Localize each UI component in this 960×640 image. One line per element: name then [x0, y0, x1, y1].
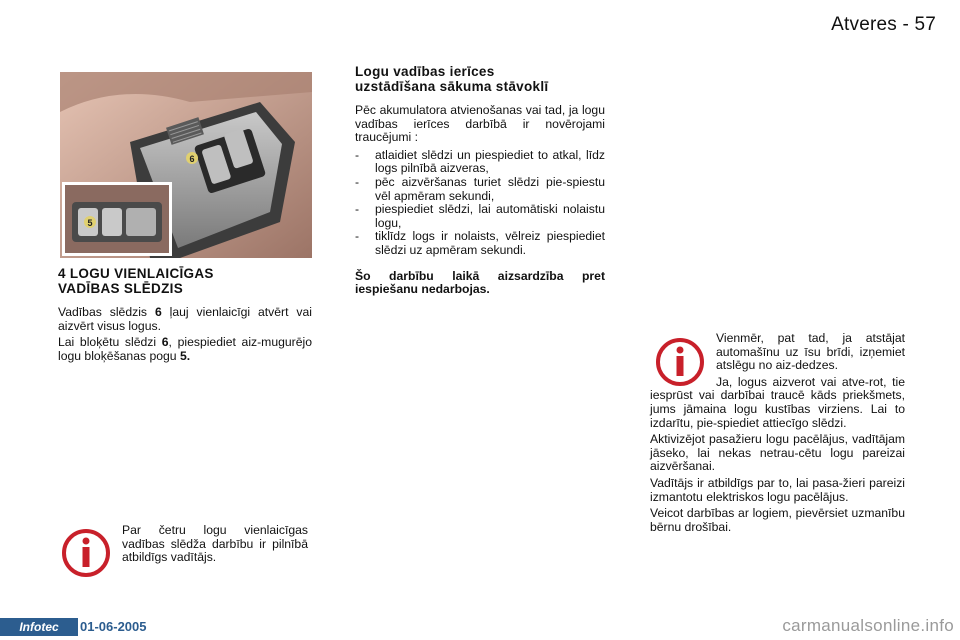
list-item: - pēc aizvēršanas turiet slēdzi pie-spiestu vēl apmēram sekundi,: [355, 174, 605, 203]
button-label-5: 5: [87, 218, 93, 228]
section2-heading: Logu vadības ierīces uzstādīšana sākuma stāvoklī: [355, 64, 549, 94]
window-switch-photo: [60, 72, 312, 258]
switch-label-6: 6: [189, 154, 195, 164]
section-simultaneous-switch: [58, 266, 312, 366]
watermark: carmanualsonline.info: [782, 616, 954, 635]
note2-paragraph2: Ja, logus aizverot vai atve-rot, tie iesprūst vai darbībai traucē kāds priekšmets, jums jāmaina logu kustības virziens. Lai to izdarītu, pie-spiediet attiecīgo slēdzi.: [650, 374, 905, 430]
section2-intro: Pēc akumulatora atvienošanas vai tad, ja logu vadības ierīces darbībā ir novērojami traucējumi :: [355, 103, 605, 145]
info-icon: [60, 527, 112, 584]
note2-paragraph4: Vadītājs ir atbildīgs par to, lai pasa-žieri pareizi izmantotu elektriskos logu pacēlājus.: [650, 475, 905, 504]
note-driver-responsibility: Par četru logu vienlaicīgas vadības slēdža darbību ir pilnībā atbildīgs vadītājs.: [122, 523, 308, 565]
page-header-title: Atveres - 57: [831, 14, 936, 35]
section-window-reset: [355, 64, 605, 300]
footer-logo: Infotec: [0, 618, 78, 636]
section1-paragraph2: Lai bloķētu slēdzi 6, piespiediet aiz-mugurējo logu bloķēšanas pogu 5.: [58, 335, 312, 363]
note2-paragraph3: Aktivizējot pasažieru logu pacēlājus, vadītājam jāseko, lai nekas netrau-cētu logu pareizai aizvēršanai.: [650, 432, 905, 474]
section1-paragraph1: Vadības slēdzis 6 ļauj vienlaicīgi atvērt vai aizvērt visus logus.: [58, 305, 312, 333]
note-safety: [650, 332, 905, 537]
reset-steps-list: [355, 149, 605, 258]
list-item: - piespiediet slēdzi, lai automātiski nolaistu logu,: [355, 202, 605, 230]
section2-warning: Šo darbību laikā aizsardzība pret iespiešanu nedarbojas.: [355, 268, 605, 297]
list-item: - atlaidiet slēdzi un piespiediet to atkal, līdz logs pilnībā aizveras,: [355, 147, 605, 176]
window-switch-illustration: [60, 72, 312, 258]
note2-paragraph1: Vienmēr, pat tad, ja atstājat automašīnu uz īsu brīdi, izņemiet atslēgu no aiz-dedzes.: [716, 331, 905, 373]
footer-date: 01-06-2005: [80, 619, 147, 634]
note2-paragraph5: Veicot darbības ar logiem, pievērsiet uzmanību bērnu drošībai.: [650, 506, 905, 534]
section1-heading: 4 LOGU VIENLAICĪGAS VADĪBAS SLĒDZIS: [58, 266, 214, 296]
list-item: - tiklīdz logs ir nolaists, vēlreiz piespiediet slēdzi uz apmēram sekundi.: [355, 229, 605, 257]
